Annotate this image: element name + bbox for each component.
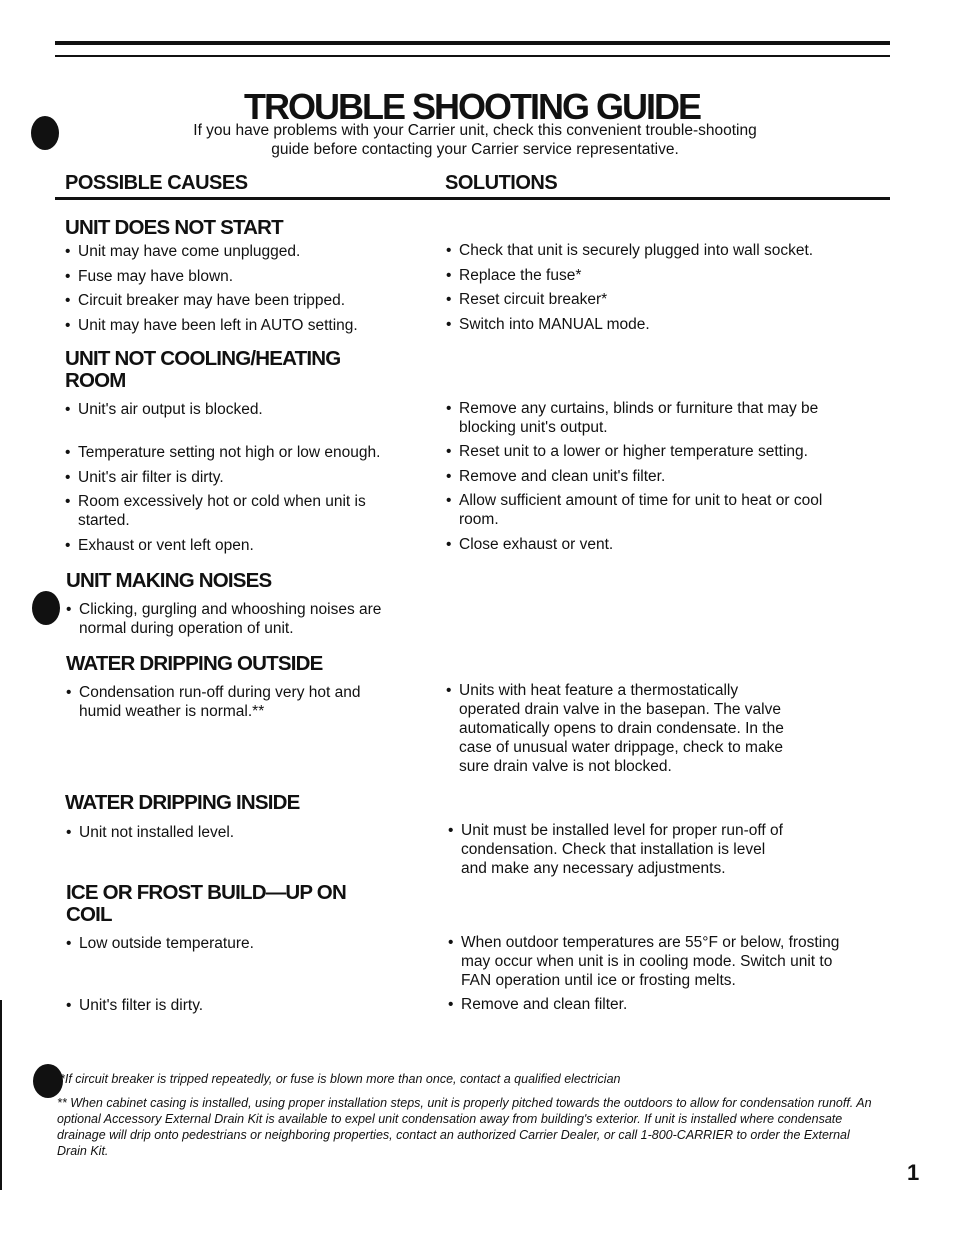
cause-item: • Unit's air output is blocked.	[65, 400, 428, 419]
binder-hole-icon	[32, 591, 60, 625]
cause-item: • Clicking, gurgling and whooshing noises are normal during operation of unit.	[66, 600, 409, 638]
solution-item: • Replace the fuse*	[446, 266, 859, 285]
cause-item: • Condensation run-off during very hot and humid weather is normal.**	[66, 683, 399, 721]
top-rule-thin	[55, 55, 890, 57]
footnote-breaker: *If circuit breaker is tripped repeatedly, or fuse is blown more than once, contact a qualified electrician	[60, 1072, 621, 1086]
cause-item: • Circuit breaker may have been tripped.	[65, 291, 428, 310]
section-title: UNIT DOES NOT START	[65, 216, 283, 239]
cause-item: • Unit may have come unplugged.	[65, 242, 428, 261]
solution-item: • Allow sufficient amount of time for unit to heat or cool room.	[446, 491, 849, 529]
solution-item: • Reset unit to a lower or higher temperature setting.	[446, 442, 859, 461]
cause-item: • Unit's air filter is dirty.	[65, 468, 428, 487]
page-number: 1	[907, 1160, 920, 1185]
solution-item: • When outdoor temperatures are 55°F or below, frosting may occur when unit is in cooling mode. Switch unit to FAN operation until ice or frosting melts.	[448, 933, 859, 990]
footnote-condensation: ** When cabinet casing is installed, using proper installation steps, unit is properly pitched towards the outdoors to allow for condensation runoff. An optional Accessory External Drain Kit is available to expel unit condensation away from building's exterior. If unit is installed where condensate drainage will drip onto pedestrians or neighboring properties, contact an authorized Carrier Dealer, or call 1-800-CARRIER to order the External Drain Kit.	[57, 1096, 872, 1158]
solution-item: • Units with heat feature a thermostatically operated drain valve in the basepan. The valve automatically opens to drain condensate. In the case of unusual water drippage, check to make sure drain valve is not blocked.	[446, 681, 789, 776]
cause-item: • Fuse may have blown.	[65, 267, 428, 286]
solutions-header: SOLUTIONS	[445, 172, 558, 194]
cause-item: • Unit not installed level.	[66, 823, 429, 842]
left-edge-mark	[0, 1000, 2, 1190]
solution-item: • Check that unit is securely plugged into wall socket.	[446, 241, 859, 260]
intro-text: If you have problems with your Carrier unit, check this convenient trouble-shooting guide before contacting your Carrier service representative.	[193, 122, 757, 158]
solution-item: • Reset circuit breaker*	[446, 290, 859, 309]
cause-item: • Exhaust or vent left open.	[65, 536, 428, 555]
section-title: ICE OR FROST BUILD—UP ON COIL	[66, 881, 346, 926]
causes-header: POSSIBLE CAUSES	[65, 172, 248, 194]
cause-item: • Low outside temperature.	[66, 934, 429, 953]
header-rule	[55, 197, 890, 200]
solution-item: • Switch into MANUAL mode.	[446, 315, 859, 334]
section-title: WATER DRIPPING OUTSIDE	[66, 652, 323, 675]
cause-item: • Unit may have been left in AUTO setting.	[65, 316, 428, 335]
section-title: WATER DRIPPING INSIDE	[65, 791, 300, 814]
solution-item: • Remove and clean filter.	[448, 995, 861, 1014]
solution-item: • Unit must be installed level for proper run-off of condensation. Check that installation is level and make any necessary adjustments.	[448, 821, 791, 878]
solution-item: • Remove any curtains, blinds or furniture that may be blocking unit's output.	[446, 399, 844, 437]
section-title: UNIT NOT COOLING/HEATING ROOM	[65, 347, 341, 392]
page-title: TROUBLE SHOOTING GUIDE	[243, 86, 700, 127]
solution-item: • Remove and clean unit's filter.	[446, 467, 859, 486]
cause-item: • Unit's filter is dirty.	[66, 996, 429, 1015]
section-title: UNIT MAKING NOISES	[66, 569, 272, 592]
solution-item: • Close exhaust or vent.	[446, 535, 859, 554]
cause-item: • Room excessively hot or cold when unit is started.	[65, 492, 373, 530]
cause-item: • Temperature setting not high or low enough.	[65, 443, 428, 462]
binder-hole-icon	[33, 1064, 63, 1098]
top-rule-thick	[55, 41, 890, 45]
